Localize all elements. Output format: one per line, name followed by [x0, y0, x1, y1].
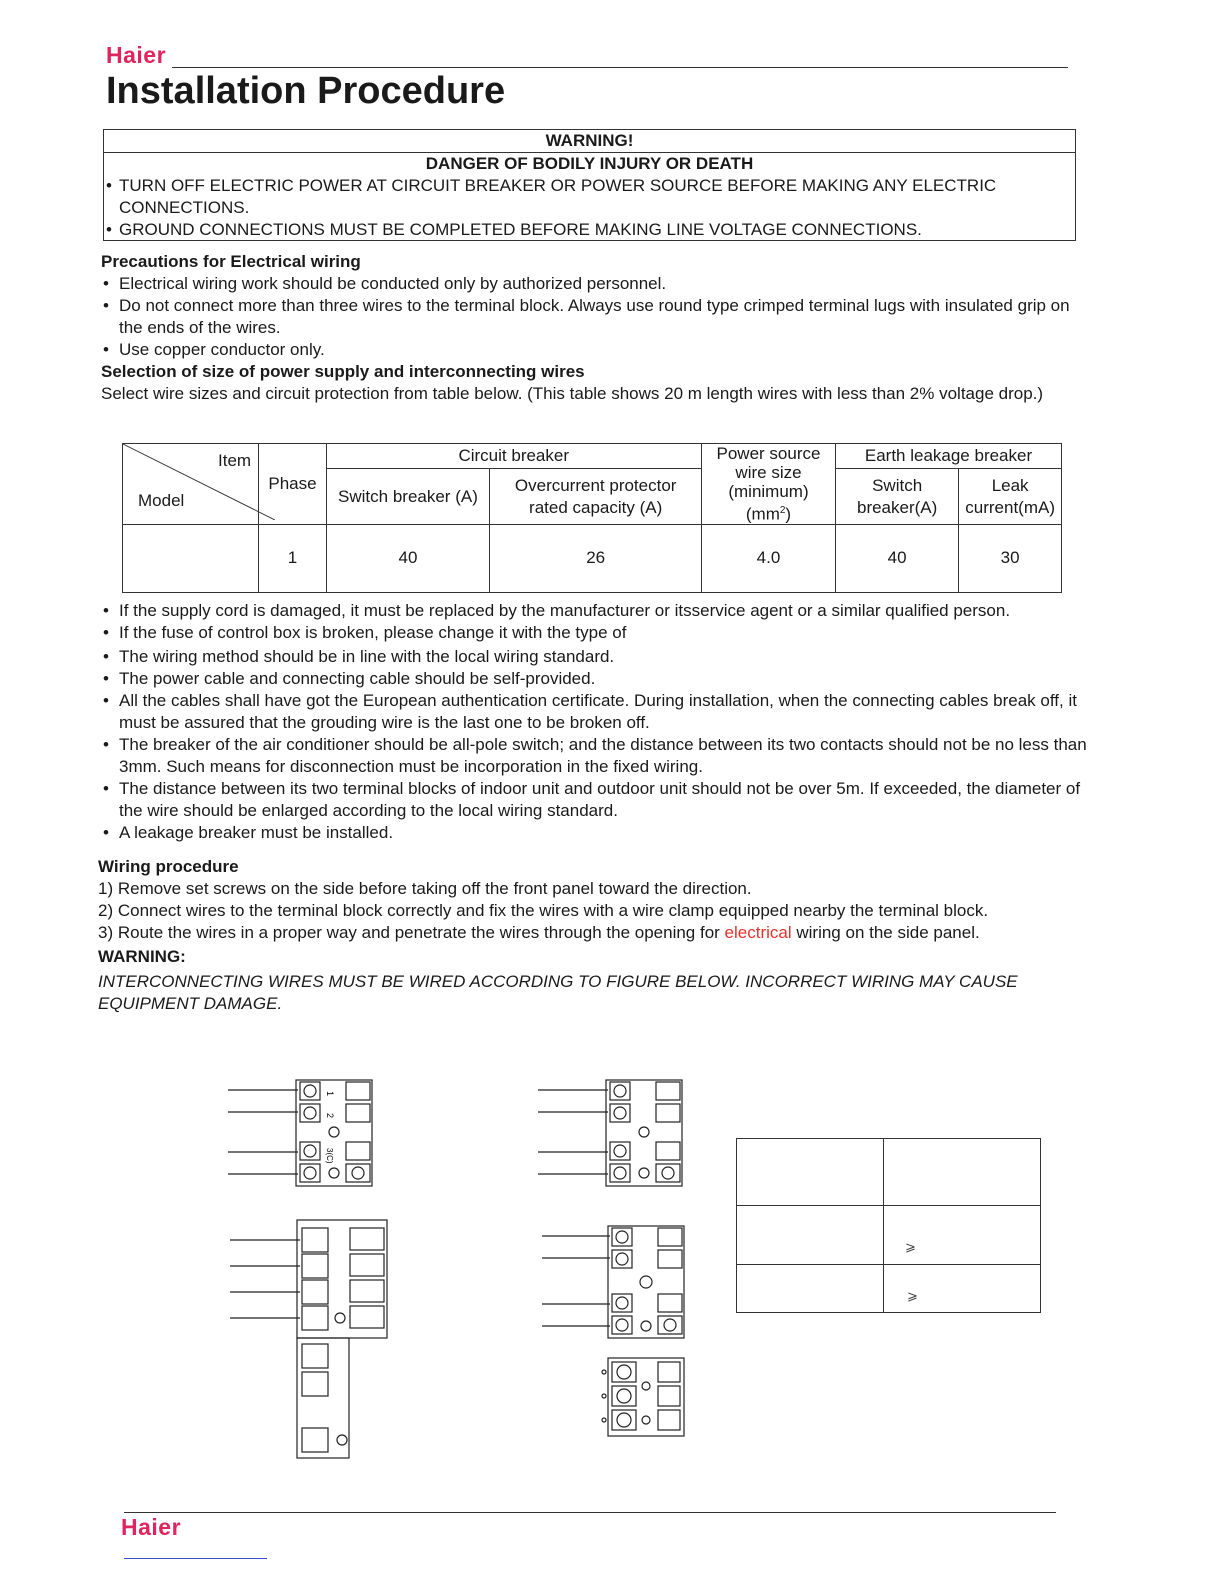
precautions-heading: Precautions for Electrical wiring	[101, 252, 361, 271]
wire-size-cell: 4.0	[701, 524, 835, 592]
selection-text: Select wire sizes and circuit protection from table below. (This table shows 20 m length wires with less than 2% voltage drop.)	[101, 384, 1044, 403]
spec-grid	[736, 1138, 1041, 1313]
footer-logo: Haier	[121, 1514, 182, 1540]
selection-heading: Selection of size of power supply and interconnecting wires	[101, 362, 585, 381]
footer-rule	[124, 1512, 1056, 1513]
wiring-section	[98, 856, 1093, 1015]
earth-leakage-header: Earth leakage breaker	[836, 444, 1062, 469]
leak-cell: 30	[959, 524, 1062, 592]
note-item: • The breaker of the air conditioner should be all-pole switch; and the distance between its two contacts should not be no less than 3mm. Such means for disconnection must be incorporation in the fixed wiring.	[101, 734, 1091, 778]
terminal-block-diagram	[230, 1218, 390, 1462]
circuit-breaker-header: Circuit breaker	[326, 444, 701, 469]
warning-subtitle: DANGER OF BODILY INJURY OR DEATH	[425, 154, 754, 173]
page-title: Installation Procedure	[106, 70, 506, 112]
svg-text:1: 1	[325, 1091, 335, 1097]
note-item: • All the cables shall have got the European authentication certificate. During installation, when the connecting cables break off, it must be assured that the grouding wire is the last one to be broken off.	[101, 690, 1091, 734]
warning2-heading: WARNING:	[98, 947, 186, 966]
precaution-item: • Use copper conductor only.	[101, 339, 1091, 361]
corner-cell	[123, 444, 259, 525]
svg-text:2: 2	[325, 1113, 335, 1119]
phase-cell: 1	[259, 524, 326, 592]
overcurrent-cell: 26	[490, 524, 702, 592]
notes-section	[101, 600, 1091, 844]
corner-item-label: Item	[218, 451, 252, 470]
brand-logo: Haier	[106, 42, 167, 68]
terminal-block-diagram	[542, 1222, 688, 1340]
wiring-heading: Wiring procedure	[98, 857, 239, 876]
switch-cell: 40	[326, 524, 490, 592]
model-cell	[123, 524, 259, 592]
note-item: • If the fuse of control box is broken, please change it with the type of	[101, 622, 1091, 644]
highlight-text: electrical	[724, 923, 792, 942]
header-rule	[172, 67, 1068, 68]
grid-glyph: ⩾	[905, 1239, 916, 1254]
terminal-block-diagram	[600, 1356, 690, 1440]
table-row	[123, 524, 1062, 592]
precaution-item: • Electrical wiring work should be conducted only by authorized personnel.	[101, 273, 1091, 295]
grid-glyph: ⩾	[907, 1288, 918, 1303]
leak-current-header: Leak current(mA)	[959, 469, 1062, 524]
note-item: • If the supply cord is damaged, it must be replaced by the manufacturer or itsservice agent or a similar qualified person.	[101, 600, 1091, 622]
svg-text:3(C): 3(C)	[325, 1148, 334, 1164]
terminal-block-diagram	[228, 1076, 378, 1192]
warning2-text: INTERCONNECTING WIRES MUST BE WIRED ACCORDING TO FIGURE BELOW. INCORRECT WIRING MAY CAUSE EQUIPMENT DAMAGE.	[98, 972, 1018, 1013]
wiring-step: 1) Remove set screws on the side before taking off the front panel toward the direction.	[98, 879, 752, 898]
overcurrent-header: Overcurrent protector rated capacity (A)	[490, 469, 702, 524]
warning-title: WARNING!	[104, 130, 1075, 153]
phase-header: Phase	[259, 444, 326, 525]
footer-underline	[124, 1558, 267, 1559]
note-item: • The wiring method should be in line with the local wiring standard.	[101, 646, 1091, 668]
note-item: • A leakage breaker must be installed.	[101, 822, 1091, 844]
corner-model-label: Model	[138, 491, 185, 510]
wire-spec-table	[122, 443, 1062, 593]
note-item: • The distance between its two terminal blocks of indoor unit and outdoor unit should not be over 5m. If exceeded, the diameter of the wire should be enlarged according to the local wiring standard.	[101, 778, 1091, 822]
warning-box	[103, 129, 1076, 241]
wiring-step: 2) Connect wires to the terminal block correctly and fix the wires with a wire clamp equipped nearby the terminal block.	[98, 901, 989, 920]
wiring-step: 3) Route the wires in a proper way and penetrate the wires through the opening for electrical wiring on the side panel.	[98, 923, 980, 942]
warning-item: • GROUND CONNECTIONS MUST BE COMPLETED BEFORE MAKING LINE VOLTAGE CONNECTIONS.	[104, 219, 1075, 241]
switch-breaker-header: Switch breaker (A)	[326, 469, 490, 524]
precautions-section	[101, 251, 1091, 405]
note-item: • The power cable and connecting cable should be self-provided.	[101, 668, 1091, 690]
precaution-item: • Do not connect more than three wires to the terminal block. Always use round type crimped terminal lugs with insulated grip on the ends of the wires.	[101, 295, 1091, 339]
terminal-block-diagram	[538, 1076, 688, 1192]
warning-item: • TURN OFF ELECTRIC POWER AT CIRCUIT BREAKER OR POWER SOURCE BEFORE MAKING ANY ELECTRIC CONNECTIONS.	[104, 175, 1075, 219]
el-switch-header: Switch breaker(A)	[836, 469, 959, 524]
el-switch-cell: 40	[836, 524, 959, 592]
power-source-header: Power source wire size (minimum) $(mm^2)$	[701, 444, 835, 525]
